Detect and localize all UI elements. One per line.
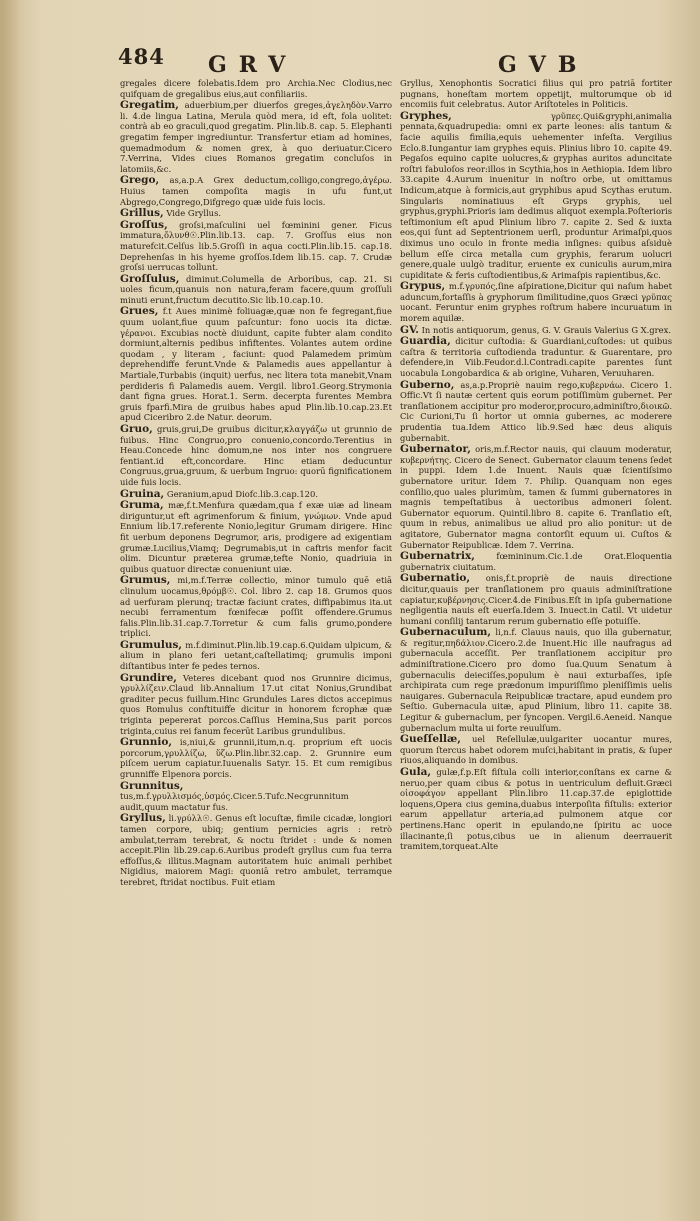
entry-headword: Gryllus, <box>120 812 166 825</box>
page-gutter-shadow <box>0 0 20 1221</box>
entry-headword: Gruina, <box>120 487 165 500</box>
entry-headword: Gruo, <box>120 423 153 435</box>
dictionary-entry <box>400 444 672 550</box>
dictionary-entry <box>400 767 672 852</box>
entry-headword: Guardia, <box>400 335 451 348</box>
entry-text: In notis antiquorum, genus, G. V. Grauis Valerius G X.grex. <box>421 324 671 335</box>
entry-text: aduerbium,per diuerfos greges,ἀγεληδὸν.Varro li. 4.de lingua Latina, Merula quòd mera, id eft, fola uolitet: contrà ab eo graculi,quod gregatim. Plin.lib.8. cap. 5. Elephanti gregatim femper ingrediuntur. Transfertur etiam ad homines, quemadmodum & nomen grex, à quo deriuatur.Cicero 7.Verrina, Vides ciues Romanos gregatim concluſos in latomiis,&c. <box>120 100 392 174</box>
entry-text: is,niui,& grunnii,itum,n.q. proprium eft uocis porcorum,γρυλλίζω, ὕζω.Plin.libr.32.cap. 2. Grunnire eum piſcem uerum capiatur.Iuuenalis Satyr. 15. Et cum remigibus grunniffe Elpenora porcis. <box>120 737 392 779</box>
entry-text: dicitur cuſtodia: & Guardiani,cuſtodes: ut quibus caſtra & territoria cuſtodienda traduntur. & Guarentare, pro defendere,in Viib.Feudor.d.l.Contradi.capite parentes ſunt uocabula Longobardica & ab origine, Vuharen, Veruuharen. <box>400 336 672 379</box>
right-column <box>400 78 672 853</box>
entry-text: oris,m.f.Rector nauis, qui clauum moderatur, κυβερνήτης. Cicero de Senect. Gubernator clauum tenens ſedet in puppi. Idem 1.de Inuent. Nauis quæ ſcientiſsimo gubernatore uritur. Idem 7. Philip. Quanquam non eges conſilio,quo uales plurimùm, tamen & ſummi gubernatores in magnis tempeſtatibus à uectoribus admoneri ſolent. Gubernator equorum. Quintil.libro 8. capite 6. Tranſlatio eſt, quum in rebus, animalibus ue aliud pro alio ponitur: ut de agitatore, Gubernator magna contorſit equum ui. Cuſtos & Gubernator Reipublicæ. Idem 7. Verrina. <box>400 444 672 550</box>
entry-headword: Groſſus, <box>120 218 168 231</box>
entry-headword: Gubernator, <box>400 443 471 456</box>
dictionary-entry <box>400 734 672 766</box>
dictionary-entry <box>120 100 392 174</box>
entry-text: mi,m.f.Terræ collectio, minor tumulo quē etiā clinulum uocamus,θρόμβ☉. Col. libro 2. cap 18. Grumos quos ad uerfuram plerunq; tractæ faciunt crates, diffipabimus ita.ut necubi ferramentum fœnifecæ poſſit offendere.Grumus falis.Plin.lib.31.cap.7.Torretur & cum falis grumo,pondere triplici. <box>120 575 392 639</box>
dictionary-entry <box>120 220 392 273</box>
dictionary-entry <box>120 78 392 99</box>
entry-text: Vide Gryllus. <box>166 208 222 219</box>
entry-text: tus,m.f.γρυλλισμός,ὑσμός.Cicer.5.Tufc.Necgrunnitum audit,quum mactatur fus. <box>120 791 349 812</box>
entry-headword: Grillus, <box>120 207 164 220</box>
entry-text: f.t Aues minimè foliuagæ,quæ non fe fegregant,fiue quum uolant,fiue quum paſcuntur: fono uocis ita dictæ. γέρανοι. Excubias noctè diuidunt, capite fubter alam condito dormiunt,alternis pedibus infiftentes. Volantes autem ordine quodam , y literam , faciunt: quod Palamedem primùm deprehendiffe ferunt.Vnde & Palamedis aues appellantur à Martiale,Turbabis (inquit) uerfus, nec litera tota manebit,Vnam perdideris fi Palamedis auem. Vergil. libro1.Georg.Strymonia dant figna grues. Horat.1. Serm. decerpta furentes Membra gruis fparfi.Mira de gruibus habes apud Plin.lib.10.cap.23.Et apud Ciceribro 2.de Natur. deorum. <box>120 306 392 423</box>
dictionary-entry <box>120 813 392 887</box>
dictionary-entry <box>400 111 672 281</box>
left-column <box>120 78 392 889</box>
dictionary-entry <box>120 500 392 574</box>
entry-text: Veteres dicebant quod nos Grunnire dicimus, γρυλλίζειν.Claud lib.Annalium 17.ut citat Nonius,Grundibat graditer pecus fuillum.Hinc Grundules Lares dictos accepimus quos Romulus conftituiffe dicitur in honorem fcrophæ quæ triginta pepererat porcos.Caſſius Hemina,Sus parit porcos triginta,cuius rei fanum fecerūt Laribus grundulibus. <box>120 672 392 736</box>
entry-text: onis,f.t.propriè de nauis directione dicitur,quauis per tranſlationem pro quauis adminiſtratione capiatur,κυβέρνησις.Cicer.4.de Finibus.Eſt in ipſa gubernatione negligentia nauis eſt euerſa.Idem 3. Inuect.in Catil. Vt uidetur humani conſilij tantarum rerum gubernatio eſſe potuiſſe. <box>400 573 672 626</box>
dictionary-entry <box>120 424 392 488</box>
dictionary-entry <box>400 573 672 626</box>
entry-headword: Gubernatrix, <box>400 550 475 563</box>
entry-text: groſsi,maſculini uel fœminini gener. Ficus immatura,ὄλυνθ☉.Plin.lib.13. cap. 7. Groſſus eius non maturefcit.Celſus lib.5.Groſſi in aqua cocti.Plin.lib.15. cap.18. Deprehenſas in his hyeme groſſos.Idem lib.15. cap. 7. Crudæ groſsi uerrucas tollunt. <box>120 219 392 273</box>
entry-headword: Grumus, <box>120 574 171 587</box>
dictionary-entry <box>120 781 392 813</box>
entry-text: uel Reſellulæ,uulgariter uocantur mures, quorum ſtercus habet odorem muſci,habitant in pratis, & ſuper riuos,aliquando in domibus. <box>400 734 672 766</box>
entry-headword: Grypus, <box>400 280 446 293</box>
dictionary-entry <box>400 281 672 323</box>
entry-text: gruis,grui,De gruibus dicitur,κλαγγάζω ut grunnio de fuibus. Hinc Congruo,pro conuenio,concordo.Terentius in Heau.Concede hinc domum,ne nos inter nos congruere fentiant.id eft,concordare. Hinc etiam deducuntur Congruus,grua,gruum, & uerbum Ingruo: quorū fignificationem uide fuis locis. <box>120 424 392 487</box>
entry-headword: Grues, <box>120 305 159 318</box>
dictionary-entry <box>120 306 392 423</box>
dictionary-entry <box>120 673 392 737</box>
entry-text: diminut.Columella de Arboribus, cap. 21. Si uoles ficum,quanuis non natura,feram facere,quum groſſuli minuti erunt,fructum decutito.Sic lib.10.cap.10. <box>120 273 393 305</box>
entry-text: m.f.γρυπός,ſine aſpiratione,Dicitur qui naſum habet aduncum,fortaſſis à gryphorum ſimilitudine,quos Græci γρῦπας uocant. Feruntur enim gryphes roſtrum habere incuruatum in morem aquilæ. <box>400 281 672 324</box>
entry-text: gregales dicere folebatis.Idem pro Archia.Nec Clodius,nec quifquam de gregalibus eius,aut confiliariis. <box>120 78 392 99</box>
entry-headword: Grunnitus, <box>120 779 184 792</box>
dictionary-entry <box>400 627 672 733</box>
entry-text: li.γρύλλ☉. Genus eſt locuſtæ, fimile cicadæ, longiori tamen corpore, ubiq; gentium pernicies agris : retrò ambulat,terram terebrat, & noctu ſtridet : unde & nomen accepit.Plin lib.29.cap.6.Auribus prodeſt gryllus cum fua terra effoſſus,& illitus.Magnam autoritatem huic animali perhibet Nigidius, maiorem Magi: quoniā retro ambulet, terramque terebret, ftridat noctibus. Fuit etiam <box>120 813 392 887</box>
entry-text: mæ,f.t.Menfura quædam,qua f exæ uiæ ad lineam diriguntur,ut eft agrimenforum & finium, γνώμων. Vnde apud Ennium lib.17.referente Nonio,legitur Grumam dirigere. Hinc fit uerbum deponens Degrumor, aris, prodigere ad exigentiam grumæ.Lucilius,Viamq; Degrumabis,ut in caftris menfor facit olim. Dicuntur præterea grumæ,tefte Nonio, quadriuia in quibus quatuor directæ conueniunt uiæ. <box>120 500 393 574</box>
dictionary-entry <box>120 575 392 639</box>
dictionary-entry <box>120 489 392 500</box>
dictionary-entry <box>120 737 392 779</box>
entry-headword: Gubernaculum, <box>400 626 492 639</box>
entry-headword: Gregatim, <box>120 99 179 112</box>
dictionary-entry <box>400 380 672 444</box>
entry-text: m.f.diminut.Plin.lib.19.cap.6.Quidam ulpicum, & alium in plano feri uetant,caſtellatimq; grumulis imponi diſtantibus inter fe pedes ternos. <box>120 639 392 672</box>
entry-headword: Gryphes, <box>400 109 452 122</box>
entry-headword: GV. <box>400 323 419 336</box>
dictionary-entry <box>400 551 672 572</box>
entry-headword: Gubernatio, <box>400 572 471 585</box>
entry-text: Geranium,apud Diofc.lib.3.cap.120. <box>166 488 318 499</box>
dictionary-entry <box>120 208 392 219</box>
page-number: 484 <box>118 44 165 69</box>
dictionary-entry <box>120 274 392 306</box>
entry-headword: Groſſulus, <box>120 272 180 285</box>
dictionary-entry <box>400 336 672 378</box>
entry-headword: Gueſſellæ, <box>400 733 461 746</box>
entry-headword: Grunnio, <box>120 736 173 749</box>
dictionary-entry <box>400 325 672 336</box>
entry-headword: Guberno, <box>400 378 455 391</box>
dictionary-entry <box>120 175 392 207</box>
entry-text: Gryllus, Xenophontis Socratici filius qui pro patriā fortiter pugnans, honeſtam mortem oppetijt, multorumque ob id encomiis fuit celebratus. Autor Ariſtoteles in Politicis. <box>400 78 672 110</box>
entry-text: γρῦπες.Qui&gryphi,animalia pennata,&quadrupedia: omni ex parte leones: alis tantum & facie aquilis fimilia,equis uehementer infeſta. Vergilius Eclo.8.Iungantur iam gryphes equis. Plinius libro 10. capite 49. Pegaſos equino capite uolucres,& gryphas auritos aduncitate roſtri fabuloſos reor:illos in Scythia,hos in Aethiopia. Idem libro 33.capite 4.Aurum inuenitur in noſtro orbe, ut omittamus Indicum,atque à formicis,aut gryphibus apud Scythas erutum. Singularis nominatiuus eſt Gryps gryphis, uel gryphus,gryphi.Prioris iam dedimus aliquot exempla.Poſterioris teſtimonium eſt apud Plinium libro 7. capite 2. Sed & iuxta eos,qui ſunt ad Septentrionem uerſi, produntur Arimaſpi,quos diximus uno oculo in fronte media inſignes: quibus aſsiduè bellum eſſe circa metalla cum gryphis, ferarum uolucri genere,quale uulgò traditur, eruente ex cuniculis aurum,mira cupiditate & feris cuſtodientibus,& Arimaſpis rapientibus,&c. <box>400 110 672 280</box>
entry-text: li,n.f. Clauus nauis, quo illa gubernatur, & regitur,πηδάλιον.Cicero.2.de Inuent.Hic ille naufragus ad gubernacula acceſſit. Per tranſlationem accipitur pro adminiſtratione.Cicero pro domo ſua.Quum Senatum à gubernaculis deieciſſes,populum è naui exturbaſſes, ipſe archipirata cum rege prædonum impuriſſimo pleniſſimis uelis nauigares. Gubernacula Reipublicæ tractare, apud eundem pro Seſtio. Gubernacula uitæ, apud Plinium, libro 11. capite 38. Legitur & gubernaclum, per ſyncopen. Vergil.6.Aeneid. Nanque gubernaclum multa ui forte reuulſum. <box>400 627 672 733</box>
entry-text: as,a.p.A Grex deductum,colligo,congrego,ἀγέρω. Huius tamen compoſita magis in ufu funt,ut Abgrego,Congrego,Difgrego quæ uide fuis locis. <box>120 175 392 207</box>
dictionary-entry <box>400 78 672 110</box>
entry-text: fœmininum.Cic.1.de Orat.Eloquentia gubernatrix ciuitatum. <box>400 551 672 572</box>
entry-headword: Grego, <box>120 174 160 187</box>
running-head-right: GVB <box>498 52 589 78</box>
entry-headword: Grundire, <box>120 671 177 684</box>
running-head-left: GRV <box>208 52 298 78</box>
entry-headword: Grumulus, <box>120 638 183 651</box>
dictionary-entry <box>120 640 392 672</box>
entry-headword: Gruma, <box>120 499 164 512</box>
entry-headword: Gula, <box>400 766 432 778</box>
entry-text: as,a.p.Propriè nauim rego,κυβερνάω. Cicero 1. Offic.Vt ſi nautæ certent quis eorum potiſſimùm gubernet. Per tranſlationem accipitur pro moderor,procuro,adminiſtro,διοικῶ. Cic Curioni,Tu ſi hortor ut omnia gubernes, ac moderere prudentia tua.Idem Attico lib.9.Sed hæc deus aliquis gubernabit. <box>400 379 672 443</box>
entry-text: gulæ,f.p.Eſt fiſtula colli interior,conſtans ex carne & neruo,per quam cibus & potus in uentriculum defluit.Græci οἰσοφάγον appellant Plin.libro 11.cap.37.de epiglottide loquens,Opera cius gemina,duabus interpoſita fiſtulis: exterior earum appellatur arteria,ad pulmonem atque cor pertinens.Hanc operit in epulando,ne ſpiritu ac uoce illacinante,ſi potus,cibus ue in alienum deerrauerit tramitem,torqueat.Alte <box>400 767 672 852</box>
